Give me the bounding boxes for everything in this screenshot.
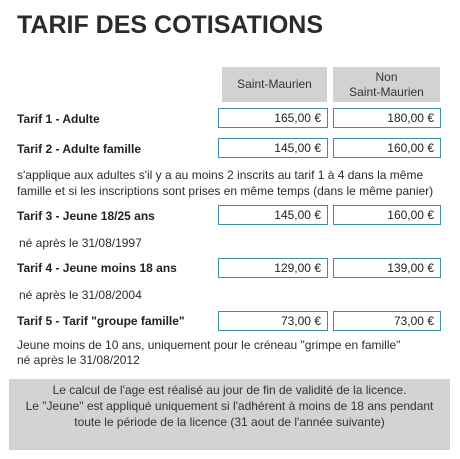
page-title: TARIF DES COTISATIONS xyxy=(17,11,324,39)
tarif-2-saint-maurien-price: 145,00 € xyxy=(218,138,328,158)
tarif-1-label: Tarif 1 - Adulte xyxy=(17,112,100,126)
tarif-2-label: Tarif 2 - Adulte famille xyxy=(17,142,142,156)
tarif-3-saint-maurien-price: 145,00 € xyxy=(218,205,328,225)
tarif-1-non-saint-maurien-price: 180,00 € xyxy=(333,108,441,128)
tarif-4-label: Tarif 4 - Jeune moins 18 ans xyxy=(17,261,177,275)
tarif-5-saint-maurien-price: 73,00 € xyxy=(218,311,328,331)
tarif-2-note-line1: s'applique aux adultes s'il y a au moins 2 inscrits au tarif 1 à 4 dans la même xyxy=(17,168,424,182)
tarif-5-note-line1: Jeune moins de 10 ans, uniquement pour le créneau "grimpe en famille" xyxy=(17,338,401,352)
tarif-5-note-line2: né après le 31/08/2012 xyxy=(17,353,140,367)
column-header-label-line2: Saint-Maurien xyxy=(349,84,424,99)
footer-line2: Le "Jeune" est appliqué uniquement si l'adhérent à moins de 18 ans pendant xyxy=(25,399,434,413)
tarif-1-saint-maurien-price: 165,00 € xyxy=(218,108,328,128)
tarif-5-non-saint-maurien-price: 73,00 € xyxy=(333,311,441,331)
footer-line1: Le calcul de l'age est réalisé au jour de fin de validité de la licence. xyxy=(52,383,407,397)
tarif-3-label: Tarif 3 - Jeune 18/25 ans xyxy=(17,209,155,223)
tarif-3-note: né après le 31/08/1997 xyxy=(19,236,142,250)
column-header-saint-maurien xyxy=(222,67,327,102)
tarif-4-non-saint-maurien-price: 139,00 € xyxy=(333,258,441,278)
column-header-label-line1: Non xyxy=(375,69,398,84)
footer-line3: toute le période de la licence (31 aout de l'année suivante) xyxy=(74,415,385,429)
tarif-4-saint-maurien-price: 129,00 € xyxy=(218,258,328,278)
tarif-4-note: né après le 31/08/2004 xyxy=(19,288,142,302)
column-header-non-saint-maurien xyxy=(333,67,440,102)
column-header-label: Saint-Maurien xyxy=(237,77,312,91)
tarif-3-non-saint-maurien-price: 160,00 € xyxy=(333,205,441,225)
tarif-5-label: Tarif 5 - Tarif "groupe famille" xyxy=(17,314,185,328)
tarif-2-note-line2: famille et si les inscriptions sont prises en même temps (dans le même panier) xyxy=(17,184,434,198)
tarif-2-non-saint-maurien-price: 160,00 € xyxy=(333,138,441,158)
age-calculation-info-box xyxy=(9,379,450,450)
